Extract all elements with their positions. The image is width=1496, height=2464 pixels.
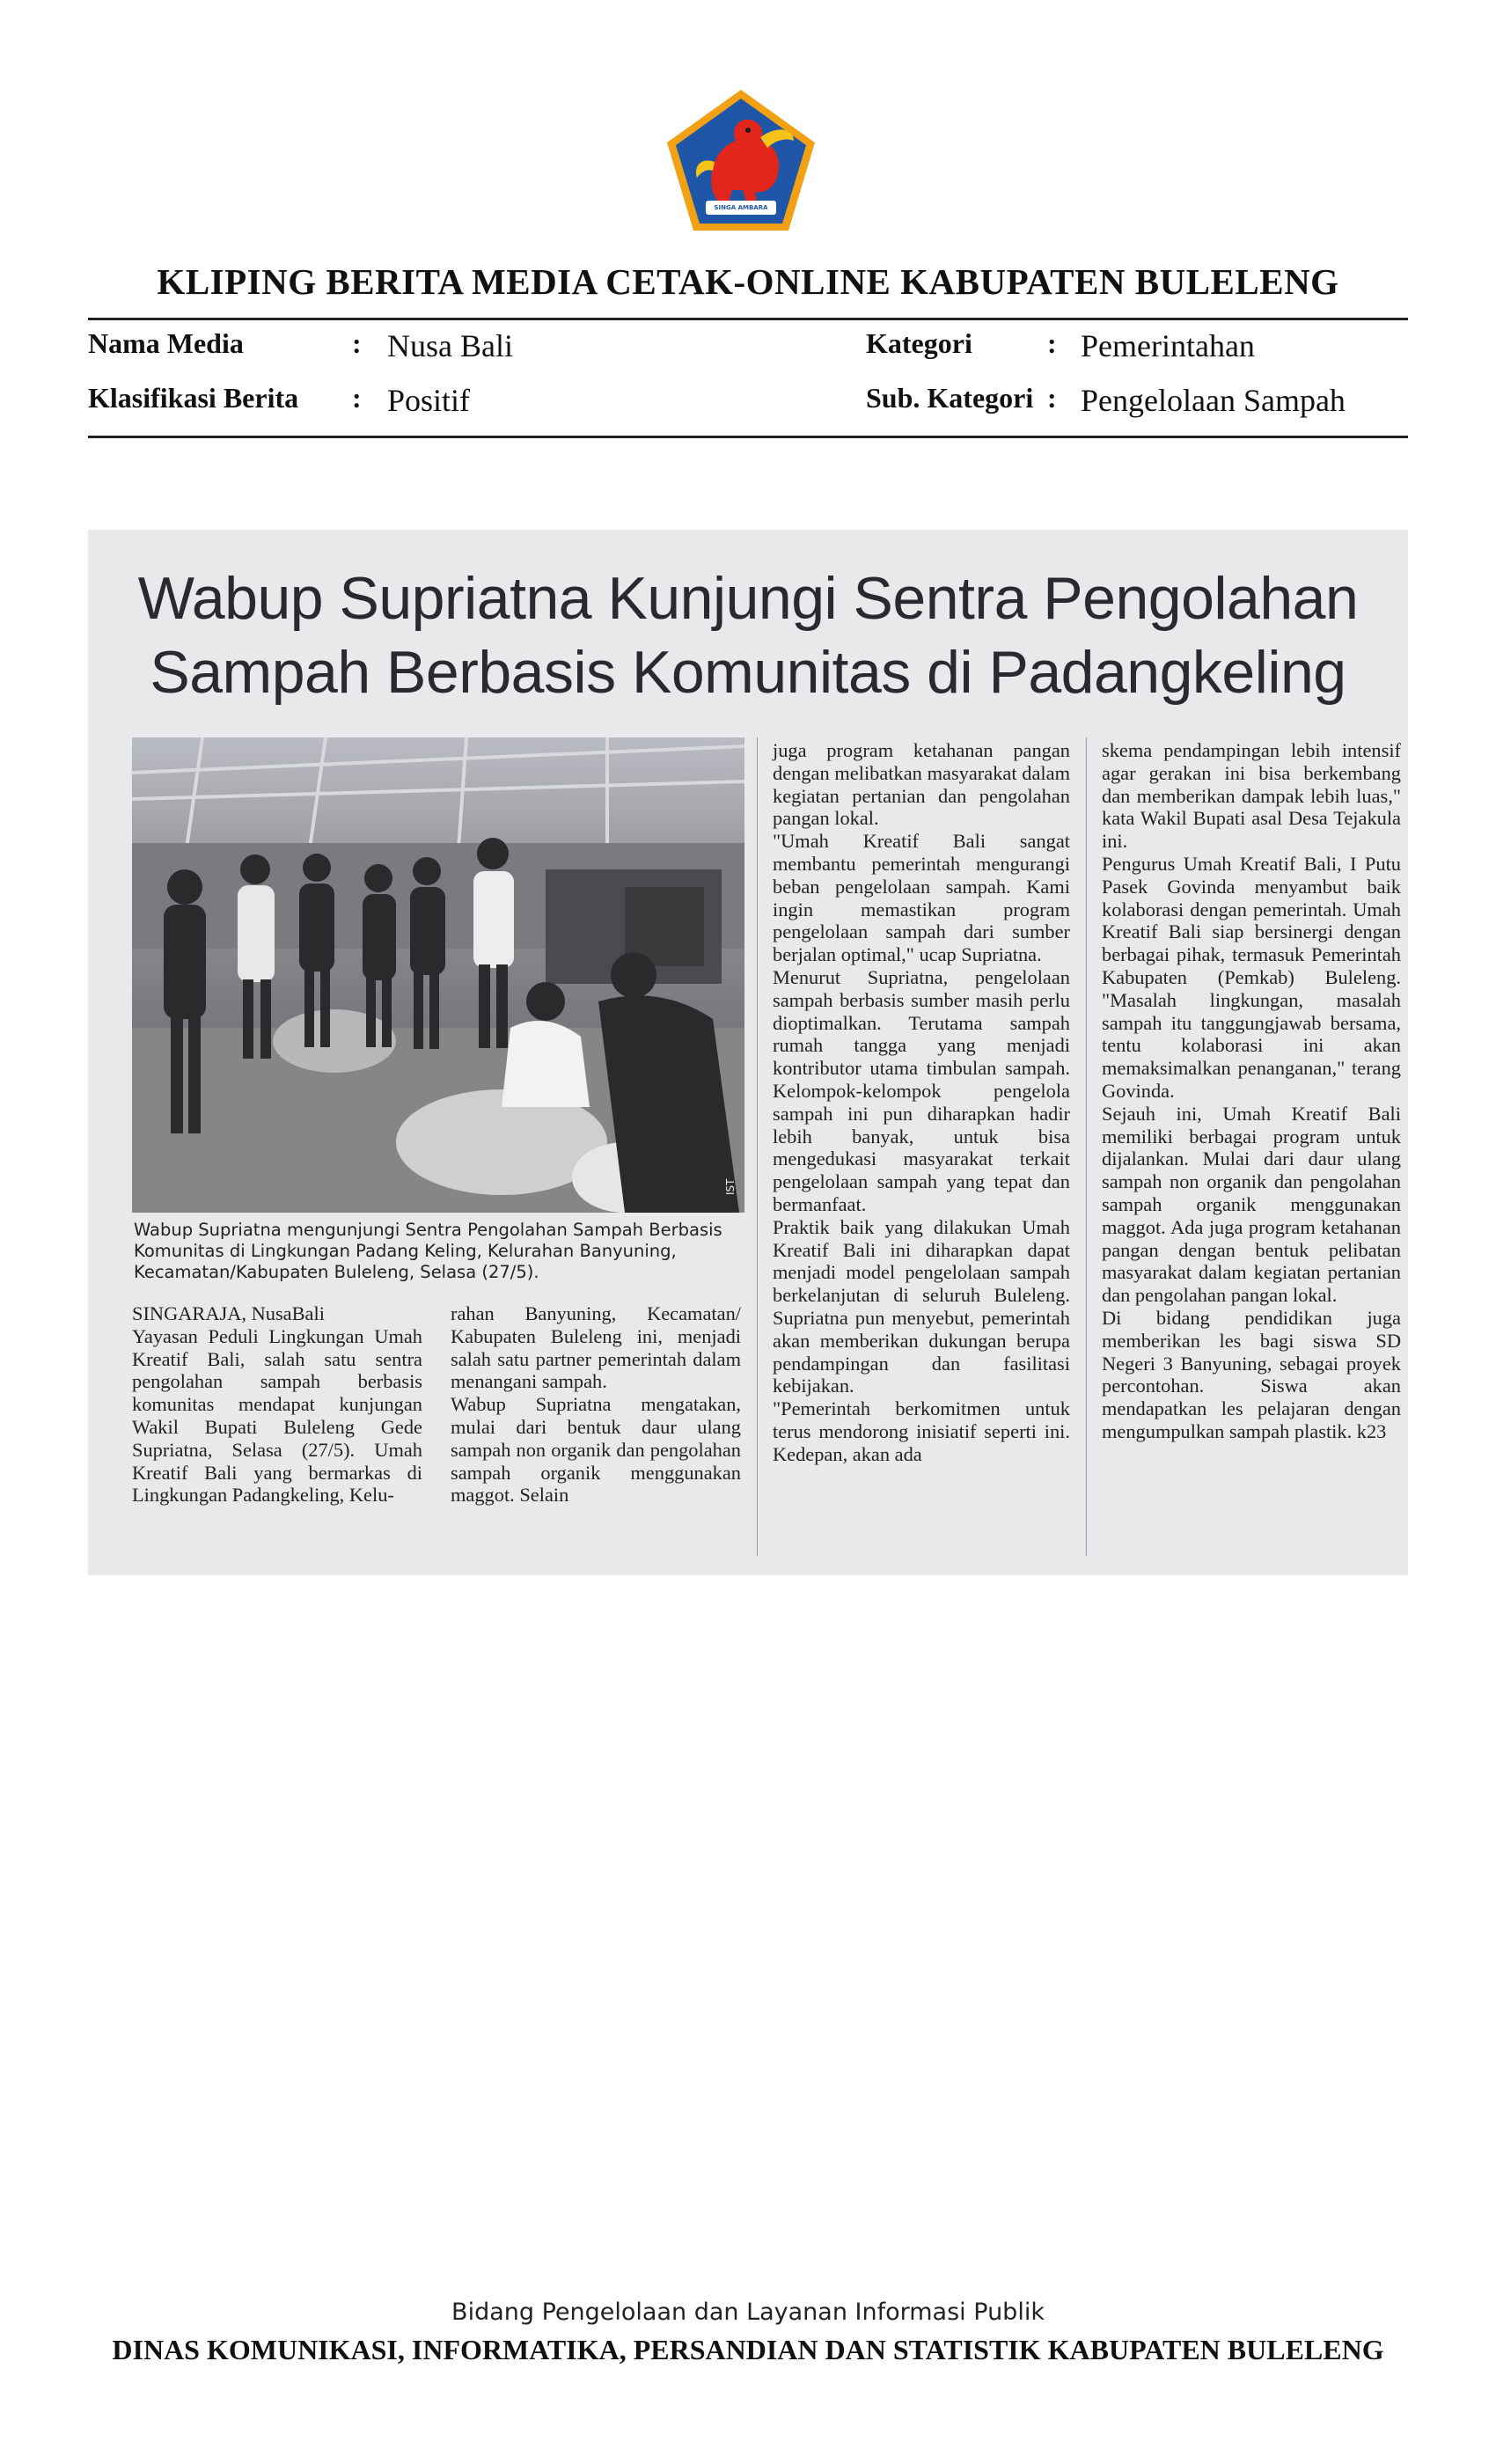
column-divider <box>757 737 758 1556</box>
category-label: Kategori <box>866 327 972 359</box>
buleleng-crest-logo <box>662 86 820 234</box>
header-divider-bottom <box>88 436 1408 438</box>
subcategory-label: Sub. Kategori <box>866 382 1034 414</box>
media-separator: : <box>352 327 362 359</box>
article-column-4: skema pendampingan lebih intensif agar gerakan ini bisa berkembang dan memberikan dampak lebih luas," kata Wakil Bupati asal Desa Tejakula ini. Pengurus Umah Kreatif Bali, I Putu Pasek Govinda menyambut baik kolaborasi dengan pemerintah. Umah Kreatif Bali siap bersinergi dengan berbagai pihak, termasuk Pemerintah Kabupaten (Pemkab) Buleleng. "Masalah lingkungan, masalah sampah itu tanggungjawab bersama, tentu kolaborasi ini akan memaksimalkan penanganan," terang Govinda. Sejauh ini, Umah Kreatif Bali memiliki berbagai program untuk dijalankan. Mulai dari daur ulang sampah non organik dan pengolahan sampah organik menggunakan maggot. Ada juga program ketahanan pangan dengan bentuk pelibatan masyarakat dalam kegiatan pertanian dan pengolahan pangan lokal. Di bidang pendidikan juga memberikan les bagi siswa SD Negeri 3 Banyuning, sebagai proyek percontohan. Siswa akan mendapatkan les pelajaran dengan mengumpulkan sampah plastik. k23 <box>1102 739 1401 1442</box>
subcategory-separator: : <box>1047 382 1057 414</box>
photo-caption: Wabup Supriatna mengunjungi Sentra Pengolahan Sampah Berbasis Komunitas di Lingkungan Padang Keling, Kelurahan Banyuning, Kecamatan/Kabupaten Buleleng, Selasa (27/5). <box>134 1220 722 1282</box>
footer-agency: DINAS KOMUNIKASI, INFORMATIKA, PERSANDIAN DAN STATISTIK KABUPATEN BULELENG <box>112 2334 1384 2365</box>
photo-illustration <box>132 737 744 1213</box>
headline-line-1: Wabup Supriatna Kunjungi Sentra Pengolahan <box>137 565 1359 632</box>
footer-department: Bidang Pengelolaan dan Layanan Informasi Publik <box>451 2299 1045 2326</box>
article-photo <box>132 737 744 1213</box>
headline-line-2: Sampah Berbasis Komunitas di Padangkeling <box>150 639 1346 706</box>
newspaper-clipping <box>88 530 1408 1575</box>
article-column-1: SINGARAJA, NusaBali Yayasan Peduli Lingkungan Umah Kreatif Bali, salah satu sentra pengolahan sampah berbasis komunitas mendapat kunjungan Wakil Bupati Buleleng Gede Supriatna, Selasa (27/5). Umah Kreatif Bali yang bermarkas di Lingkungan Padangkeling, Kelu- <box>132 1302 422 1507</box>
column-divider <box>1086 737 1087 1556</box>
article-column-3: juga program ketahanan pangan dengan melibatkan masyarakat dalam kegiatan pertanian dan pengolahan pangan lokal. "Umah Kreatif Bali sangat membantu pemerintah mengurangi beban pengelolaan sampah. Kami ingin memastikan program pengelolaan sampah dari sumber berjalan optimal," ucap Supriatna. Menurut Supriatna, pengelolaan sampah berbasis sumber masih perlu dioptimalkan. Terutama sampah rumah tangga yang menjadi kontributor utama timbulan sampah. Kelompok-kelompok pengelola sampah ini pun diharapkan hadir lebih banyak, untuk bisa mengedukasi masyarakat terkait pengelolaan sampah yang tepat dan bermanfaat. Praktik baik yang dilakukan Umah Kreatif Bali ini diharapkan dapat menjadi model pengelolaan sampah berkelanjutan di seluruh Buleleng. Supriatna pun menyebut, pemerintah akan memberikan dukungan berupa pendampingan dan fasilitasi kebijakan. "Pemerintah berkomitmen untuk terus mendorong inisiatif seperti ini. Kedepan, akan ada <box>773 739 1070 1465</box>
crest-motto: SINGA AMBARA RAJA <box>714 204 768 224</box>
classification-value: Positif <box>387 383 471 418</box>
header-divider-top <box>88 318 1408 320</box>
page-title: KLIPING BERITA MEDIA CETAK-ONLINE KABUPATEN BULELENG <box>157 261 1339 302</box>
classification-label: Klasifikasi Berita <box>88 382 299 414</box>
classification-separator: : <box>352 382 362 414</box>
photo-credit: IST <box>724 1178 737 1195</box>
category-separator: : <box>1047 327 1057 359</box>
subcategory-value: Pengelolaan Sampah <box>1081 383 1346 418</box>
media-label: Nama Media <box>88 327 244 359</box>
article-column-2: rahan Banyuning, Kecamatan/ Kabupaten Buleleng ini, menjadi salah satu partner pemerintah dalam menangani sampah. Wabup Supriatna mengatakan, mulai dari bentuk daur ulang sampah non organik dan pengolahan sampah organik menggunakan maggot. Selain <box>451 1302 741 1507</box>
article-headline <box>88 561 1408 709</box>
category-value: Pemerintahan <box>1081 328 1255 363</box>
media-value: Nusa Bali <box>387 328 513 363</box>
